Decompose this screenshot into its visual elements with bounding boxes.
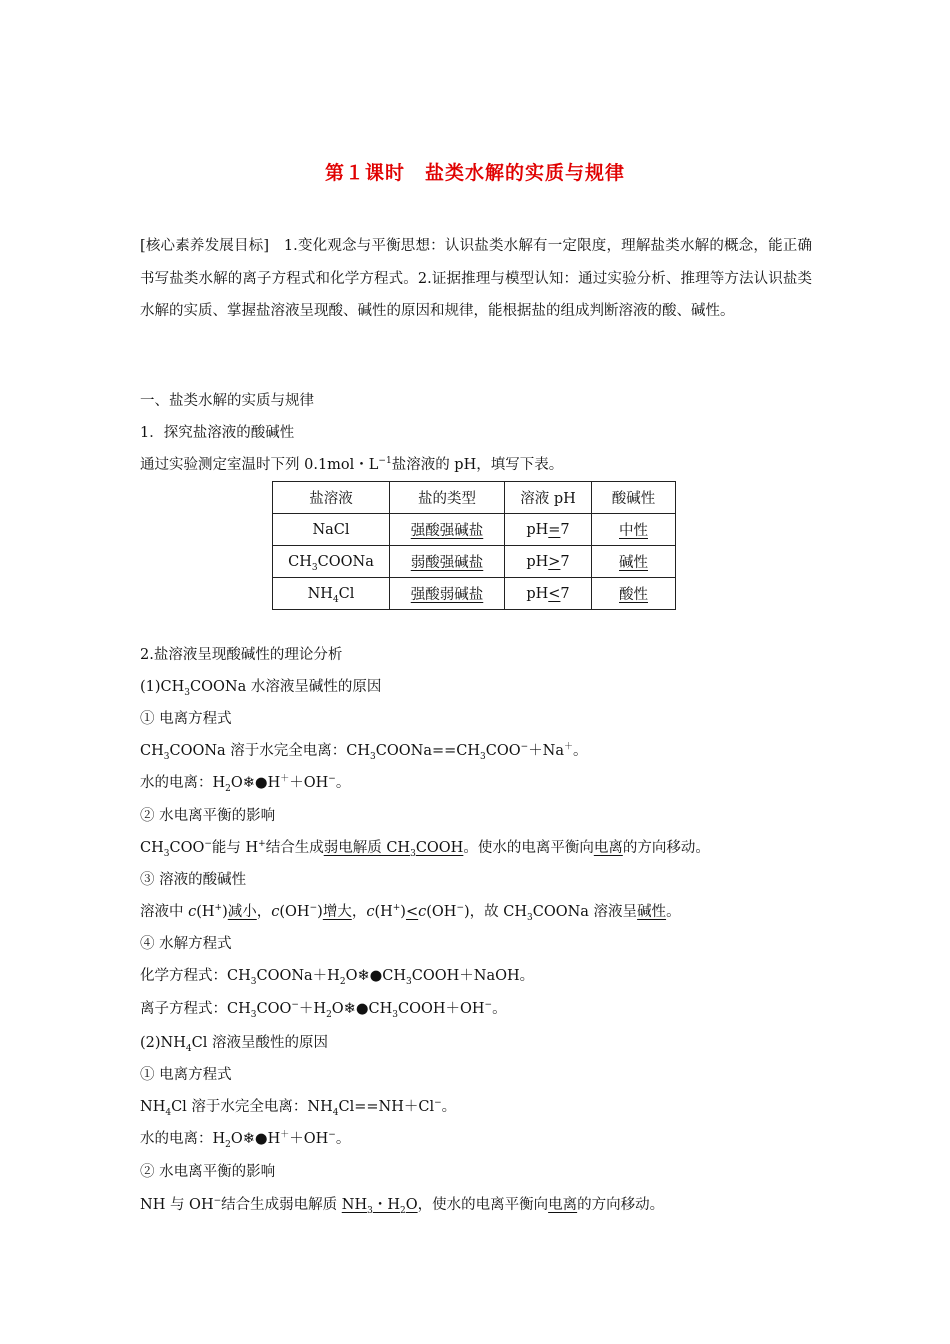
- acidity-cell: 碱性: [592, 546, 676, 578]
- salt-cell: $NH_4Cl$: [273, 578, 390, 610]
- part-heading: $(1)CH_3COONa$ 水溶液呈碱性的原因: [140, 679, 382, 698]
- ionization-equation: $NH_4Cl$ 溶于水完全电离：$NH_4Cl==NH+Cl^-$。: [140, 1098, 457, 1118]
- table-intro: 通过实验测定室温时下列 0.1mol・$L^{-1}$盐溶液的 pH，填写下表。: [140, 456, 564, 473]
- subsection-heading: 2.盐溶液呈现酸碱性的理论分析: [140, 647, 343, 663]
- step-heading: ① 电离方程式: [140, 711, 232, 727]
- ph-cell: pH=7: [505, 514, 592, 546]
- chemical-equation: 化学方程式：$CH_3COONa+H_2O❄●CH_3COOH+NaOH$。: [140, 968, 535, 987]
- table-header: 盐溶液: [273, 482, 390, 514]
- water-ionization: 水的电离：$H_2O❄●H^++OH^-$。: [140, 774, 351, 794]
- ph-cell: pH>7: [505, 546, 592, 578]
- subsection-heading: 1．探究盐溶液的酸碱性: [140, 425, 295, 441]
- acidity-analysis: 溶液中 c(H+)减小，c(OH−)增大，c(H+)<c(OH−)，故 $CH_3COONa$ 溶液呈碱性。: [140, 903, 681, 923]
- step-heading: ① 电离方程式: [140, 1067, 232, 1083]
- goals-label: [核心素养发展目标]: [140, 238, 270, 254]
- table-header: 酸碱性: [592, 482, 676, 514]
- ionic-equation: 离子方程式：$CH_3COO^-+H_2O❄●CH_3COOH+OH^-$。: [140, 1000, 507, 1020]
- water-ionization: 水的电离：$H_2O❄●H^++OH^-$。: [140, 1130, 351, 1150]
- table-header: 盐的类型: [390, 482, 505, 514]
- step-heading: ③ 溶液的酸碱性: [140, 872, 247, 888]
- ph-cell: pH<7: [505, 578, 592, 610]
- salt-ph-table: [272, 481, 676, 610]
- ionization-equation: $CH_3COONa$ 溶于水完全电离：$CH_3COONa==CH_3COO^-+Na^+$。: [140, 742, 588, 762]
- table-header: 溶液 pH: [505, 482, 592, 514]
- table-header-row: [273, 482, 676, 514]
- salt-cell: NaCl: [273, 514, 390, 546]
- part-heading: $(2)NH_4Cl$ 溶液呈酸性的原因: [140, 1035, 328, 1054]
- section-heading: 一、盐类水解的实质与规律: [140, 393, 314, 409]
- table-row: [273, 546, 676, 578]
- table-row: [273, 514, 676, 546]
- salt-cell: $CH_3COONa$: [273, 546, 390, 578]
- core-goals-paragraph: [140, 230, 812, 328]
- acidity-cell: 酸性: [592, 578, 676, 610]
- salt-type-cell: 强酸弱碱盐: [390, 578, 505, 610]
- acidity-cell: 中性: [592, 514, 676, 546]
- step-heading: ② 水电离平衡的影响: [140, 808, 276, 824]
- equilibrium-effect: NH 与 OH−结合生成弱电解质 $NH_3$・$H_2O$，使水的电离平衡向电离的方向移动。: [140, 1196, 665, 1216]
- table-row: [273, 578, 676, 610]
- salt-type-cell: 弱酸强碱盐: [390, 546, 505, 578]
- goals-text: 1.变化观念与平衡思想：认识盐类水解有一定限度，理解盐类水解的概念，能正确书写盐类水解的离子方程式和化学方程式。2.证据推理与模型认知：通过实验分析、推理等方法认识盐类水解的实质、掌握盐溶液呈现酸、碱性的原因和规律，能根据盐的组成判断溶液的酸、碱性。: [140, 238, 812, 319]
- page-title: 第１课时 盐类水解的实质与规律: [324, 162, 625, 184]
- step-heading: ② 水电离平衡的影响: [140, 1164, 276, 1180]
- equilibrium-effect: $CH_3COO^-$能与 H+结合生成弱电解质 $CH_3COOH$。使水的电离平衡向电离的方向移动。: [140, 839, 710, 859]
- salt-type-cell: 强酸强碱盐: [390, 514, 505, 546]
- step-heading: ④ 水解方程式: [140, 936, 232, 952]
